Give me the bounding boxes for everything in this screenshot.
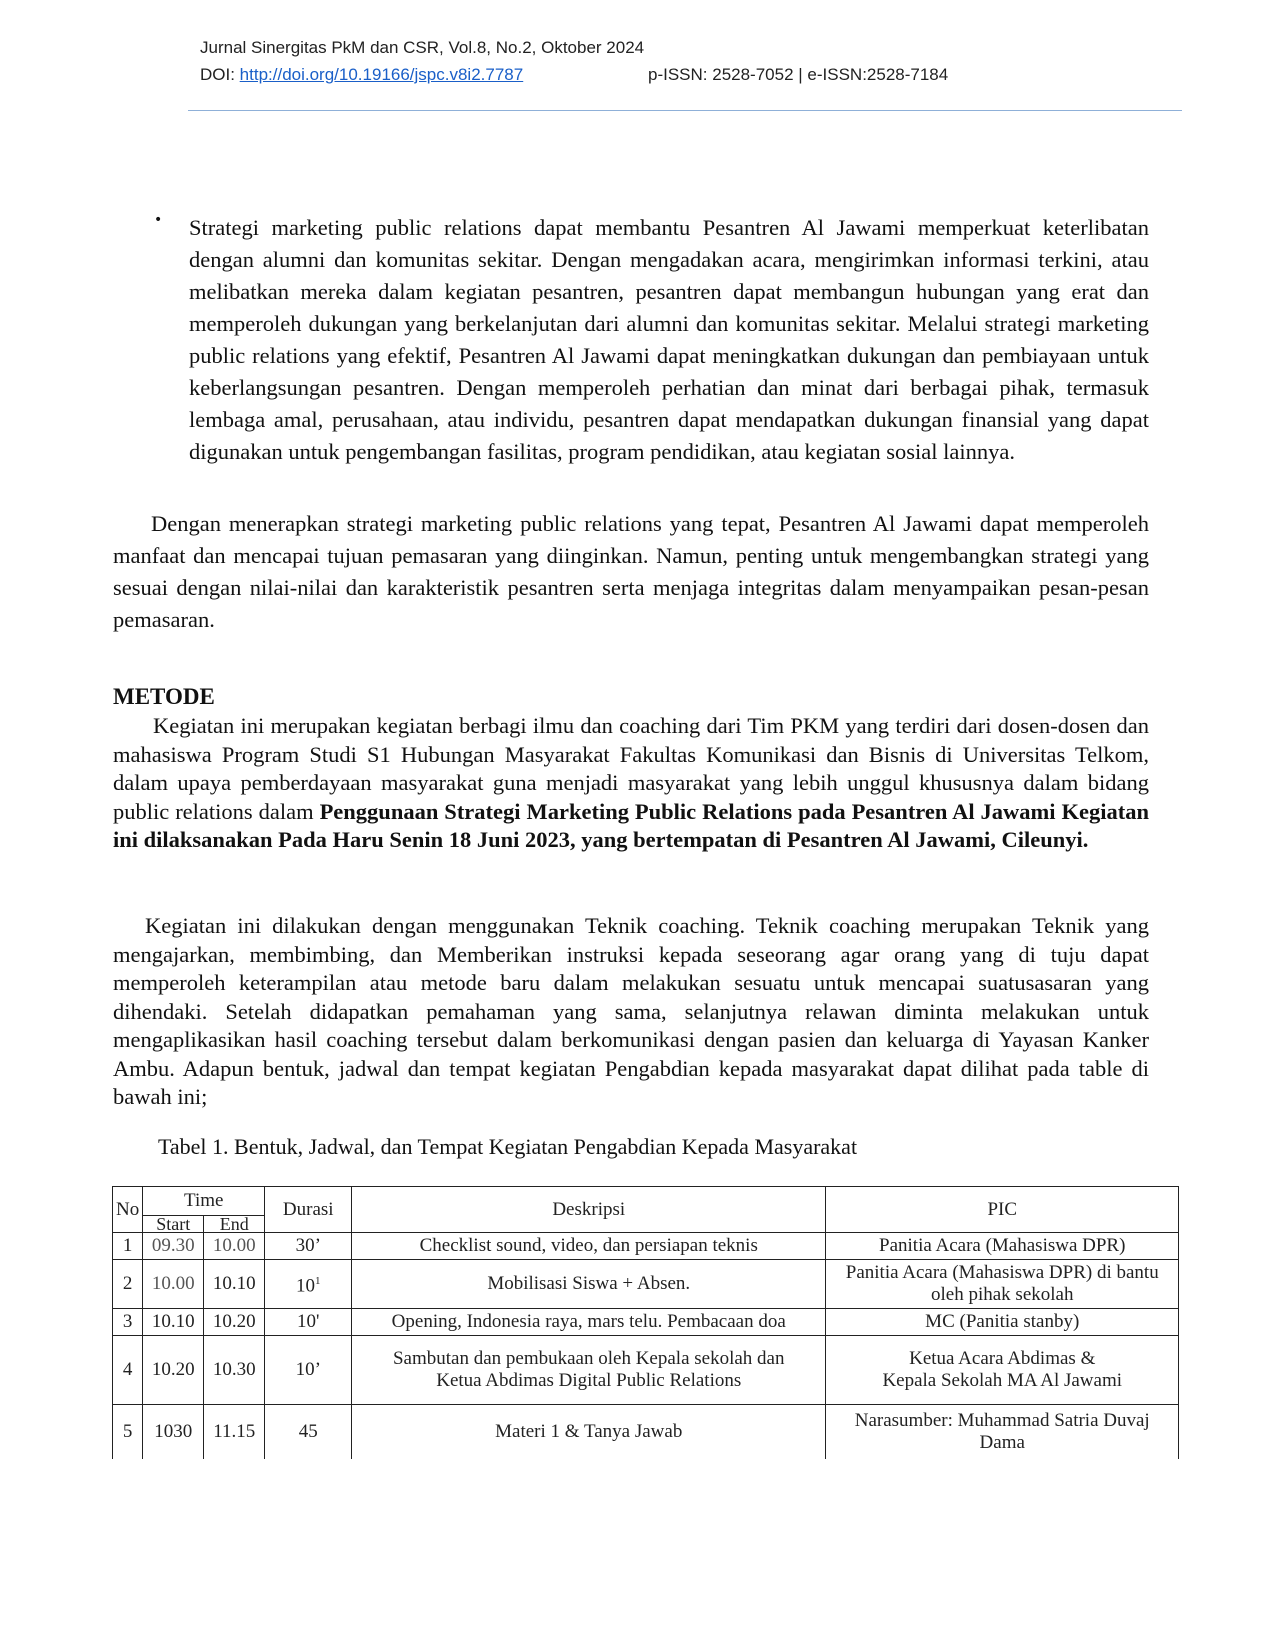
journal-header: [200, 34, 949, 88]
doi-line: [200, 61, 644, 88]
header-start: Start: [143, 1216, 204, 1233]
method-paragraph: [113, 712, 1149, 855]
cell-durasi: 45: [265, 1405, 352, 1460]
durasi-superscript: 1: [314, 1275, 321, 1288]
schedule-table: [112, 1186, 1179, 1459]
cell-end: 11.15: [204, 1405, 265, 1460]
journal-title: Jurnal Sinergitas PkM dan CSR, Vol.8, No.2, Oktober 2024: [200, 38, 645, 57]
header-pic: PIC: [826, 1187, 1179, 1233]
table-row: [113, 1233, 1179, 1260]
cell-pic: [826, 1336, 1179, 1405]
header-no: No: [113, 1187, 143, 1233]
cell-start: 10.20: [143, 1336, 204, 1405]
cell-deskripsi: Materi 1 & Tanya Jawab: [352, 1405, 826, 1460]
cell-end: 10.00: [204, 1233, 265, 1260]
table-row: [113, 1309, 1179, 1336]
coaching-paragraph: Kegiatan ini dilakukan dengan menggunakan Teknik coaching. Teknik coaching merupakan Teknik yang mengajarkan, membimbing, dan Memberikan instruksi kepada seseorang agar orang yang di tuju dapat memperoleh keterampilan atau metode baru dalam melakukan sesuatu untuk mencapai suatusasaran yang dihendaki. Setelah didapatkan pemahaman yang sama, selanjutnya relawan diminta melakukan untuk mengaplikasikan hasil coaching tersebut dalam berkomunikasi dengan pasien dan keluarga di Yayasan Kanker Ambu. Adapun bentuk, jadwal dan tempat kegiatan Pengabdian kepada masyarakat dapat dilihat pada table di bawah ini;: [113, 913, 1149, 1109]
table-row: [113, 1405, 1179, 1460]
cell-no: 4: [113, 1336, 143, 1405]
header-divider: [188, 110, 1182, 111]
pic-line: Panitia Acara (Mahasiswa DPR) di bantu: [845, 1262, 1159, 1283]
durasi-value: 10: [295, 1275, 315, 1297]
pic-line: Narasumber: Muhammad Satria Duvaj: [854, 1410, 1150, 1431]
pic-line: Kepala Sekolah MA Al Jawami: [882, 1370, 1123, 1391]
header-end: End: [204, 1216, 265, 1233]
cell-pic: [826, 1405, 1179, 1460]
cell-pic: MC (Panitia stanby): [826, 1309, 1179, 1336]
table-header-row: [113, 1187, 1179, 1216]
cell-durasi: 10': [265, 1309, 352, 1336]
cell-no: 1: [113, 1233, 143, 1260]
cell-no: 2: [113, 1260, 143, 1309]
deskripsi-line: Sambutan dan pembukaan oleh Kepala sekolah dan: [392, 1348, 785, 1369]
header-deskripsi: Deskripsi: [352, 1187, 826, 1233]
body-paragraph: Dengan menerapkan strategi marketing public relations yang tepat, Pesantren Al Jawami dapat memperoleh manfaat dan mencapai tujuan pemasaran yang diinginkan. Namun, penting untuk mengembangkan strategi yang sesuai dengan nilai-nilai dan karakteristik pesantren serta menjaga integritas dalam menyampaikan pesan-pesan pemasaran.: [113, 511, 1149, 632]
header-durasi: Durasi: [265, 1187, 352, 1233]
doi-link[interactable]: http://doi.org/10.19166/jspc.v8i2.7787: [239, 65, 524, 84]
cell-pic: Panitia Acara (Mahasiswa DPR): [826, 1233, 1179, 1260]
cell-durasi: [265, 1260, 352, 1309]
bullet-icon: •: [154, 212, 163, 228]
cell-start: 10.10: [143, 1309, 204, 1336]
pic-line: Dama: [979, 1432, 1025, 1453]
method-bold-text: Penggunaan Strategi Marketing Public Relations pada Pesantren Al Jawami Kegiatan ini dilaksanakan Pada Haru Senin 18 Juni 2023, yang bertempatan di Pesantren Al Jawami, Cileunyi.: [113, 798, 1149, 852]
cell-end: 10.30: [204, 1336, 265, 1405]
cell-start: 10.00: [143, 1260, 204, 1309]
cell-end: 10.20: [204, 1309, 265, 1336]
cell-durasi: 30’: [265, 1233, 352, 1260]
cell-deskripsi: [352, 1336, 826, 1405]
doi-label: DOI:: [200, 65, 240, 84]
cell-no: 3: [113, 1309, 143, 1336]
table-row: [113, 1260, 1179, 1309]
pic-line: Ketua Acara Abdimas &: [909, 1348, 1096, 1369]
cell-deskripsi: Checklist sound, video, dan persiapan teknis: [352, 1233, 826, 1260]
table-row: [113, 1336, 1179, 1405]
table-caption: Tabel 1. Bentuk, Jadwal, dan Tempat Kegiatan Pengabdian Kepada Masyarakat: [158, 1134, 858, 1159]
bullet-paragraph: Strategi marketing public relations dapat membantu Pesantren Al Jawami memperkuat keterlibatan dengan alumni dan komunitas sekitar. Dengan mengadakan acara, mengirimkan informasi terkini, atau melibatkan mereka dalam kegiatan pesantren, pesantren dapat membangun hubungan yang erat dan memperoleh dukungan yang berkelanjutan dari alumni dan komunitas sekitar. Melalui strategi marketing public relations yang efektif, Pesantren Al Jawami dapat meningkatkan dukungan dan pembiayaan untuk keberlangsungan pesantren. Dengan memperoleh perhatian dan minat dari berbagai pihak, termasuk lembaga amal, perusahaan, atau individu, pesantren dapat mendapatkan dukungan finansial yang dapat digunakan untuk pengembangan fasilitas, program pendidikan, atau kegiatan sosial lainnya.: [189, 215, 1149, 464]
cell-end: 10.10: [204, 1260, 265, 1309]
cell-durasi: 10’: [265, 1336, 352, 1405]
cell-pic: [826, 1260, 1179, 1309]
cell-deskripsi: Mobilisasi Siswa + Absen.: [352, 1260, 826, 1309]
method-text: Kegiatan ini merupakan kegiatan berbagi ilmu dan coaching dari Tim PKM yang terdiri dari dosen-dosen dan mahasiswa Program Studi S1 Hubungan Masyarakat Fakultas Komunikasi dan Bisnis di Universitas Telkom, dalam upaya pemberdayaan masyarakat guna menjadi masyarakat yang lebih unggul khususnya dalam bidang public relations dalam: [113, 713, 1149, 824]
issn-info: p-ISSN: 2528-7052 | e-ISSN:2528-7184: [648, 65, 949, 84]
header-time: Time: [143, 1187, 265, 1216]
section-heading: METODE: [113, 684, 215, 709]
deskripsi-line: Ketua Abdimas Digital Public Relations: [436, 1370, 742, 1391]
cell-deskripsi: Opening, Indonesia raya, mars telu. Pembacaan doa: [352, 1309, 826, 1336]
cell-start: 09.30: [143, 1233, 204, 1260]
pic-line: oleh pihak sekolah: [931, 1284, 1074, 1305]
cell-start: 1030: [143, 1405, 204, 1460]
cell-no: 5: [113, 1405, 143, 1460]
